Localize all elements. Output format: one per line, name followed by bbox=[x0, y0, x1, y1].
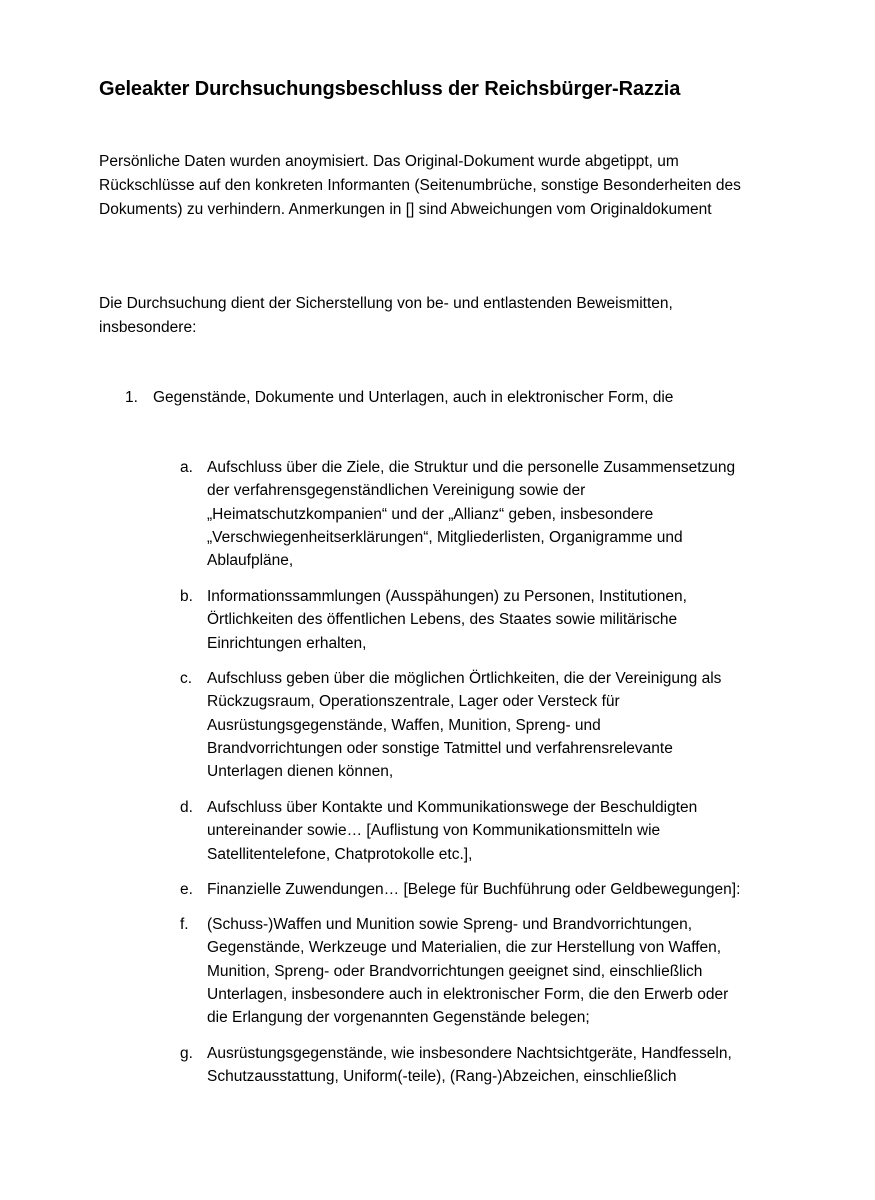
sub-item-text bbox=[207, 1042, 772, 1089]
sub-item-text bbox=[207, 913, 772, 1029]
sub-item-marker: b. bbox=[180, 588, 193, 605]
text-line: untereinander sowie… [Auflistung von Kommunikationsmitteln wie bbox=[207, 822, 661, 840]
sub-item-marker: g. bbox=[180, 1045, 193, 1062]
text-line: Brandvorrichtungen oder sonstige Tatmittel und verfahrensrelevante bbox=[207, 739, 673, 757]
text-line: Aufschluss über Kontakte und Kommunikationswege der Beschuldigten bbox=[207, 799, 698, 816]
text-line: (Schuss-)Waffen und Munition sowie Spreng- und Brandvorrichtungen, bbox=[207, 916, 693, 933]
sub-item-text bbox=[207, 585, 772, 655]
text-line: „Verschwiegenheitserklärungen“, Mitgliederlisten, Organigramme und bbox=[207, 528, 683, 546]
text-line: die Erlangung der vorgenannten Gegenstände belegen; bbox=[207, 1009, 590, 1027]
text-line: Satellitentelefone, Chatprotokolle etc.], bbox=[207, 845, 473, 863]
sub-item-marker: f. bbox=[180, 916, 189, 933]
text-line: Einrichtungen erhalten, bbox=[207, 634, 367, 652]
text-line: Schutzausstattung, Uniform(-teile), (Rang-)Abzeichen, einschließlich bbox=[207, 1068, 677, 1086]
text-line: Örtlichkeiten des öffentlichen Lebens, des Staates sowie militärische bbox=[207, 611, 678, 629]
list-item-text: Gegenstände, Dokumente und Unterlagen, auch in elektronischer Form, die bbox=[153, 389, 674, 406]
text-line: Aufschluss geben über die möglichen Örtlichkeiten, die der Vereinigung als bbox=[207, 670, 722, 687]
text-line: Unterlagen, insbesondere auch in elektronischer Form, die den Erwerb oder bbox=[207, 985, 729, 1003]
text-line: Aufschluss über die Ziele, die Struktur und die personelle Zusammensetzung bbox=[207, 459, 736, 476]
text-line: Munition, Spreng- oder Brandvorrichtungen geeignet sind, einschließlich bbox=[207, 962, 703, 980]
sub-item-marker: d. bbox=[180, 799, 193, 816]
text-line: „Heimatschutzkompanien“ und der „Allianz“ geben, insbesondere bbox=[207, 505, 654, 523]
sub-item-marker: a. bbox=[180, 459, 193, 476]
text-line: der verfahrensgegenständlichen Vereinigung sowie der bbox=[207, 482, 586, 500]
sub-item-text bbox=[207, 456, 772, 572]
text-line: Unterlagen dienen können, bbox=[207, 763, 394, 781]
sub-item-text bbox=[207, 796, 772, 866]
list-marker: 1. bbox=[125, 389, 138, 406]
text-line: Ausrüstungsgegenstände, Waffen, Munition, Spreng- und bbox=[207, 716, 601, 734]
lead-paragraph: Die Durchsuchung dient der Sicherstellung von be- und entlastenden Beweismitten, insbesondere: bbox=[99, 295, 673, 336]
sub-item-text bbox=[207, 878, 772, 901]
intro-paragraph: Persönliche Daten wurden anoymisiert. Das Original-Dokument wurde abgetippt, um Rückschlüsse auf den konkreten Informanten (Seitenumbrüche, sonstige Besonderheiten des Dokuments) zu verhindern. Anmerkungen in [] sind Abweichungen vom Originaldokument bbox=[99, 153, 741, 218]
sub-item-marker: c. bbox=[180, 670, 193, 687]
document-title: Geleakter Durchsuchungsbeschluss der Reichsbürger-Razzia bbox=[99, 78, 681, 100]
text-line: Ausrüstungsgegenstände, wie insbesondere Nachtsichtgeräte, Handfesseln, bbox=[207, 1045, 732, 1062]
text-line: Ablaufpläne, bbox=[207, 552, 294, 570]
text-line: Rückzugsraum, Operationszentrale, Lager oder Versteck für bbox=[207, 693, 620, 711]
sub-item-marker: e. bbox=[180, 881, 193, 898]
text-line: Gegenstände, Werkzeuge und Materialien, die zur Herstellung von Waffen, bbox=[207, 939, 722, 957]
text-line: Informationssammlungen (Ausspähungen) zu Personen, Institutionen, bbox=[207, 588, 687, 605]
sub-item-text bbox=[207, 667, 772, 783]
text-line: Finanzielle Zuwendungen… [Belege für Buchführung oder Geldbewegungen]: bbox=[207, 881, 741, 898]
